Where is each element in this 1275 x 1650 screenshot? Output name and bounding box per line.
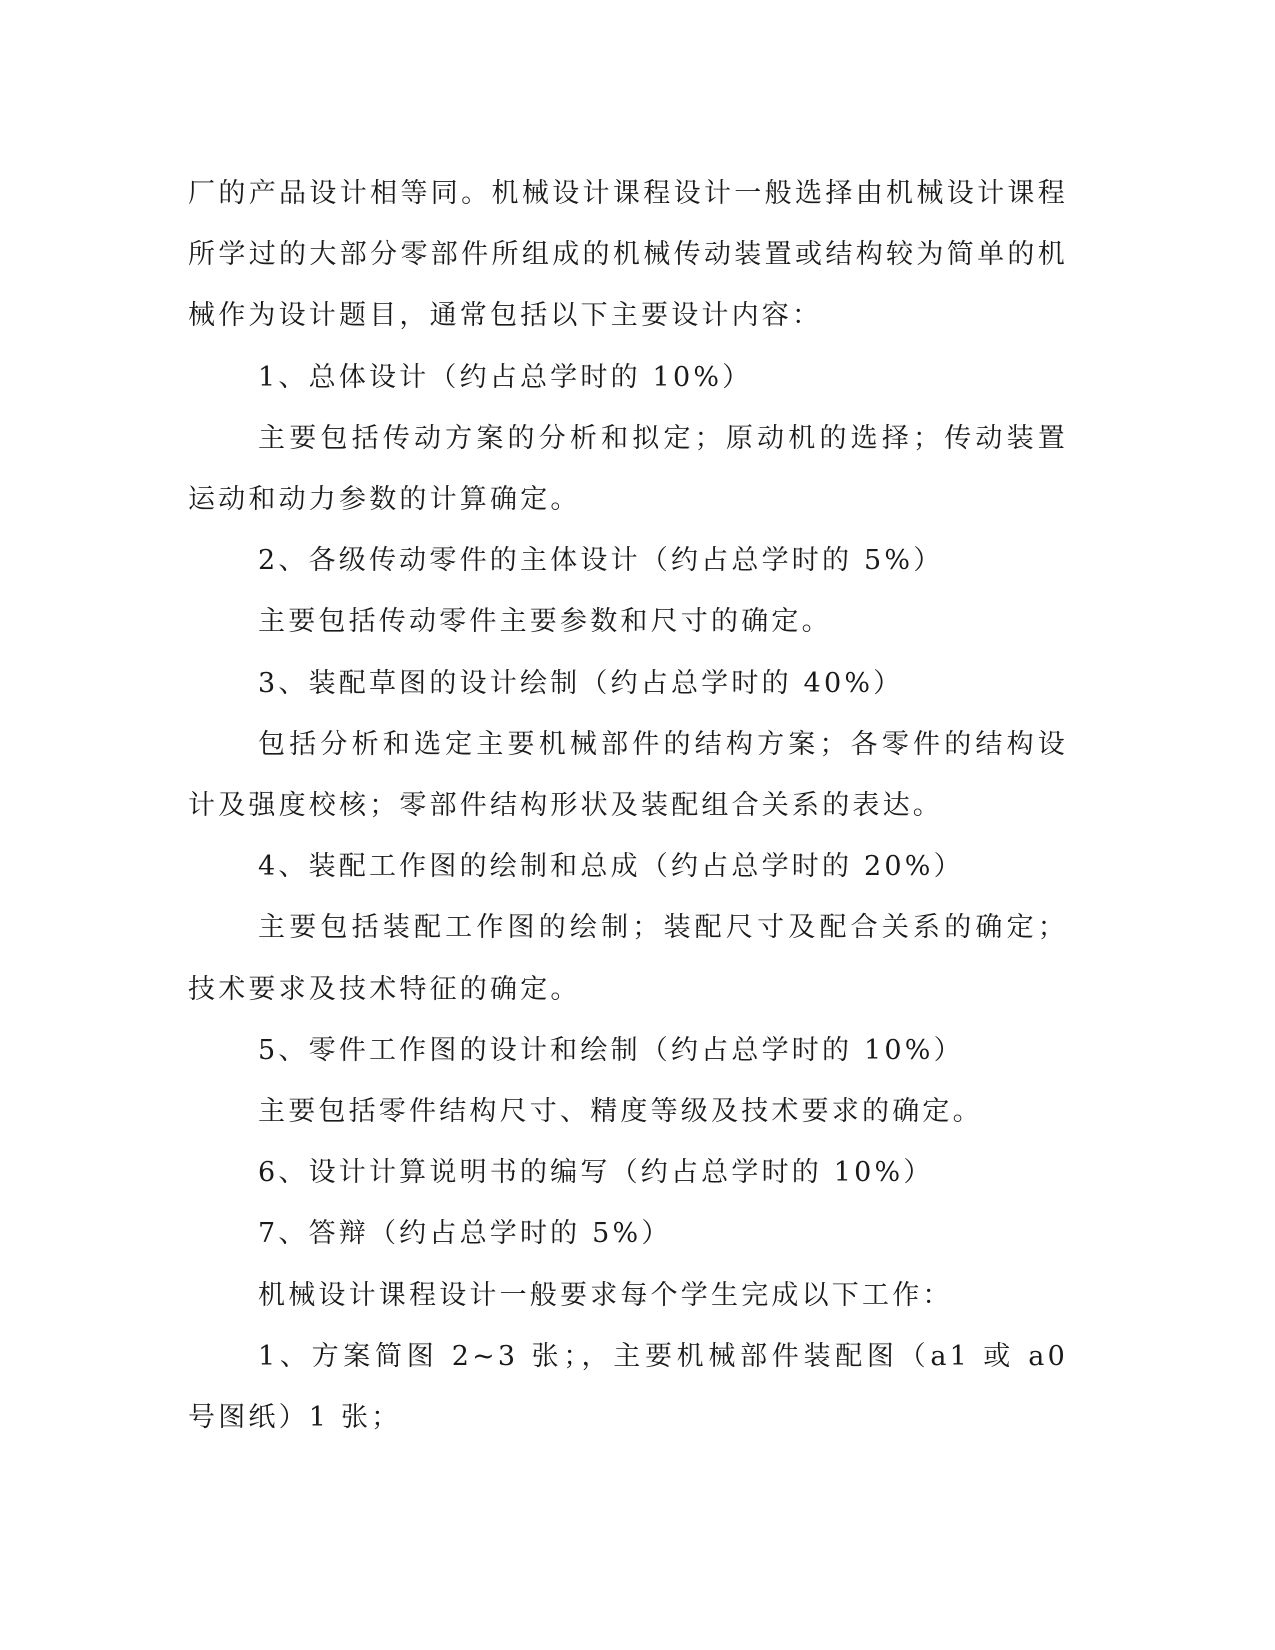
document-body — [188, 163, 1068, 1448]
item-4-description: 主要包括装配工作图的绘制；装配尺寸及配合关系的确定；技术要求及技术特征的确定。 — [188, 912, 1068, 1005]
item-5-heading: 5、零件工作图的设计和绘制（约占总学时的 10%） — [258, 1034, 964, 1066]
item-1-description: 主要包括传动方案的分析和拟定；原动机的选择；传动装置运动和动力参数的计算确定。 — [188, 422, 1068, 516]
paragraph-intro: 厂的产品设计相等同。机械设计课程设计一般选择由机械设计课程所学过的大部分零部件所组成的机械传动装置或结构较为简单的机械作为设计题目，通常包括以下主要设计内容： — [188, 178, 1068, 332]
item-5-description: 主要包括零件结构尺寸、精度等级及技术要求的确定。 — [258, 1096, 983, 1128]
item-2-heading: 2、各级传动零件的主体设计（约占总学时的 5%） — [258, 545, 944, 577]
item-1-heading: 1、总体设计（约占总学时的 10%） — [258, 361, 753, 393]
item-6-heading: 6、设计计算说明书的编写（约占总学时的 10%） — [258, 1157, 934, 1189]
item-3-description: 包括分析和选定主要机械部件的结构方案；各零件的结构设计及强度校核；零部件结构形状及装配组合关系的表达。 — [188, 728, 1068, 822]
item-2-description: 主要包括传动零件主要参数和尺寸的确定。 — [258, 606, 832, 638]
work-item-1: 1、方案简图 2~3 张；，主要机械部件装配图（a1 或 a0 号图纸）1 张； — [188, 1340, 1068, 1434]
item-3-heading: 3、装配草图的设计绘制（约占总学时的 40%） — [258, 667, 904, 699]
work-requirements-intro: 机械设计课程设计一般要求每个学生完成以下工作： — [258, 1279, 953, 1311]
item-7-heading: 7、答辩（约占总学时的 5%） — [258, 1218, 672, 1250]
item-4-heading: 4、装配工作图的绘制和总成（约占总学时的 20%） — [258, 851, 964, 883]
